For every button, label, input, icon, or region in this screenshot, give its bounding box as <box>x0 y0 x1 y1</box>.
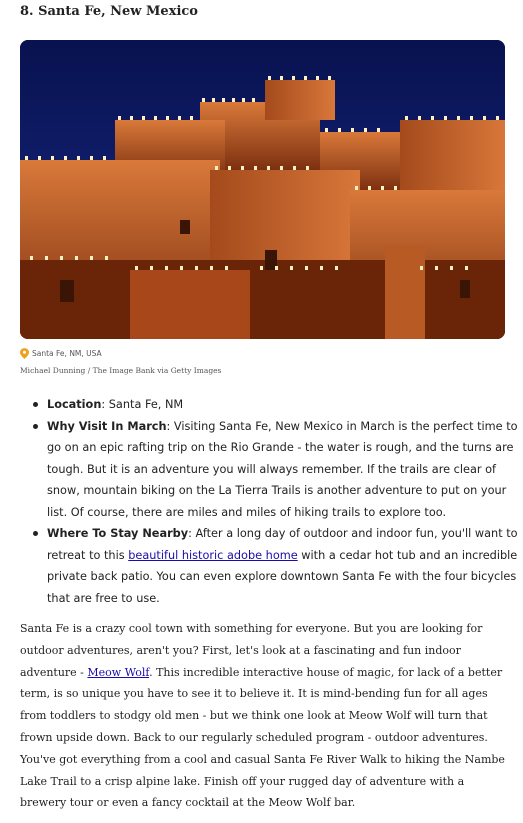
body-paragraph <box>20 618 505 814</box>
adobe-home-link[interactable]: beautiful historic adobe home <box>128 548 298 562</box>
map-pin-icon <box>20 348 29 359</box>
fact-text: : After a long day of outdoor and indoor fun, you'll want to retreat to this <box>47 527 518 562</box>
facts-list <box>20 394 523 609</box>
image-location <box>20 348 102 359</box>
location-label: Santa Fe, NM, USA <box>32 349 102 358</box>
fact-label: Where To Stay Nearby <box>47 527 189 540</box>
fact-label: Location <box>47 398 102 411</box>
section-heading: 8. Santa Fe, New Mexico <box>20 4 198 19</box>
meow-wolf-link[interactable]: Meow Wolf <box>87 665 150 679</box>
adobe-building-illustration <box>20 40 505 339</box>
fact-text: : Visiting Santa Fe, New Mexico in March is the perfect time to go on an epic rafting trip on the Rio Grande - the water is rough, and the turns are tough. But it is an adventure you will always remember. If the trails are clear of snow, mountain biking on the La Tierra Trails is another adventure to put on your list. Of course, there are miles and miles of hiking trails to explore too. <box>47 419 518 519</box>
paragraph-text: . This incredible interactive house of magic, for lack of a better term, is so unique you have to see it to believe it. It is mind-bending fun for all ages from toddlers to stodgy old men - but we think one look at Meow Wolf will turn that frown upside down. Back to our regularly scheduled program - outdoor adventures. You've got everything from a cool and casual Santa Fe River Walk to hiking the Nambe Lake Trail to a crisp alpine lake. Finish off your rugged day of adventure with a brewery tour or even a fancy cocktail at the Meow Wolf bar. <box>20 665 505 810</box>
fact-label: Why Visit In March <box>47 419 167 433</box>
hero-image <box>20 40 505 339</box>
list-item-why-visit <box>47 416 523 524</box>
paragraph-text: Santa Fe is a crazy cool town with something for everyone. But you are looking for outdoor adventures, aren't you? First, let's look at a fascinating and fun indoor adventure - <box>20 622 483 679</box>
list-item-location <box>47 394 523 416</box>
image-credit: Michael Dunning / The Image Bank via Getty Images <box>20 366 222 375</box>
fact-text: with a cedar hot tub and an incredible private back patio. You can even explore downtown Santa Fe with the four bicycles that are free to use. <box>47 548 518 605</box>
list-item-where-to-stay <box>47 523 523 609</box>
fact-text: : Santa Fe, NM <box>101 398 184 411</box>
